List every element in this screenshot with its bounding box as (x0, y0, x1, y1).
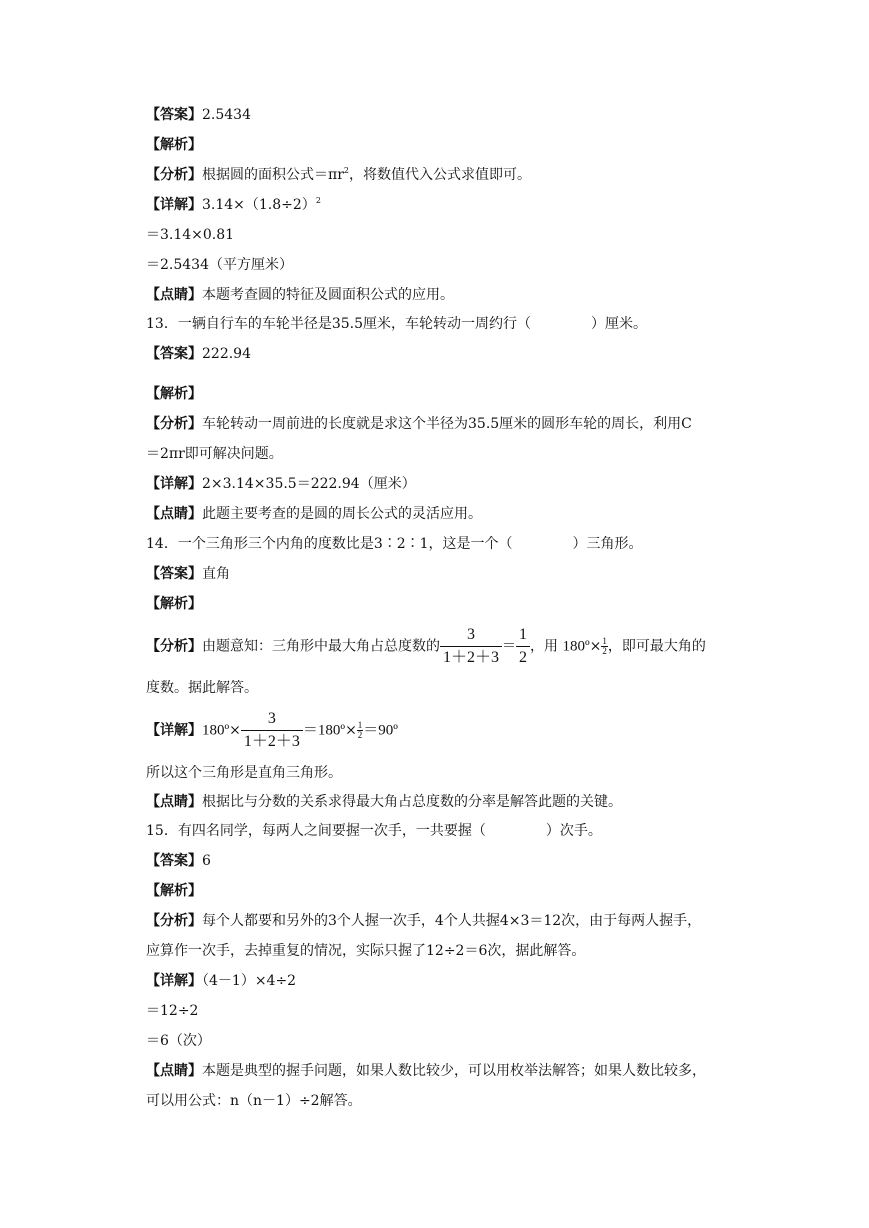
denominator: 2 (357, 730, 363, 740)
analysis-heading: 【解析】 (146, 137, 202, 153)
dianjing-text: 根据比与分数的关系求得最大角占总度数的分率是解答此题的关键。 (202, 794, 622, 810)
superscript: 2 (315, 196, 321, 205)
question-text: 14．一个三角形三个内角的度数比是3∶2∶1，这是一个（ (146, 536, 513, 552)
question-15 (146, 822, 602, 840)
xiangjie-line (146, 972, 296, 990)
numerator: 1 (602, 636, 607, 646)
xiangjie-tag: 【详解】 (146, 476, 202, 492)
numerator: 1 (516, 624, 530, 647)
times-sign: × (589, 638, 602, 655)
answer-value: 直角 (202, 566, 230, 582)
analysis-heading: 【解析】 (146, 883, 202, 899)
denominator: 2 (602, 646, 607, 656)
fenxi-text: 根据圆的面积公式＝πr (202, 167, 344, 183)
fenxi-tag: 【分析】 (146, 913, 202, 929)
dianjing-tag: 【点睛】 (146, 287, 202, 303)
fenxi-text: 车轮转动一周前进的长度就是求这个半径为35.5厘米的圆形车轮的周长，利用C (202, 416, 692, 432)
answer-line (146, 345, 251, 363)
question-text: 15．有四名同学，每两人之间要握一次手，一共要握（ (146, 823, 486, 839)
dianjing-tag: 【点睛】 (146, 1063, 202, 1079)
dianjing-text: 此题主要考查的是圆的周长公式的灵活应用。 (202, 506, 482, 522)
xiangjie-text: 2×3.14×35.5＝222.94（厘米） (202, 476, 416, 492)
question-text: 13．一辆自行车的车轮半径是35.5厘米，车轮转动一周约行（ (146, 316, 531, 332)
numerator: 3 (440, 624, 502, 647)
question-text: ）次手。 (545, 823, 602, 839)
conclusion-line: 所以这个三角形是直角三角形。 (146, 765, 342, 781)
dianjing-tag: 【点睛】 (146, 506, 202, 522)
fenxi-tag: 【分析】 (146, 416, 202, 432)
fenxi-tag: 【分析】 (146, 638, 202, 655)
analysis-heading: 【解析】 (146, 596, 202, 612)
fraction (440, 624, 502, 669)
fenxi-line (146, 624, 706, 669)
analysis-heading: 【解析】 (146, 386, 202, 402)
answer-value: 2.5434 (202, 107, 251, 123)
answer-line (146, 565, 230, 583)
xiangjie-line (146, 475, 416, 493)
answer-line (146, 852, 211, 870)
question-text: ）三角形。 (572, 536, 643, 552)
numerator: 1 (357, 720, 363, 730)
degree-value: 180º (562, 638, 590, 655)
xiangjie-text: （4－1）×4÷2 (202, 973, 297, 989)
fraction (516, 624, 530, 669)
fenxi-line-cont: 应算作一次手，去掉重复的情况，实际只握了12÷2＝6次，据此解答。 (146, 943, 586, 959)
dianjing-line (146, 286, 454, 304)
fenxi-text: 由题意知：三角形中最大角占总度数的 (202, 638, 440, 655)
dianjing-text: 本题考查圆的特征及圆面积公式的应用。 (202, 287, 454, 303)
dianjing-line (146, 793, 622, 811)
question-14 (146, 535, 643, 553)
dianjing-text: 本题是典型的握手问题，如果人数比较少，可以用枚举法解答；如果人数比较多， (202, 1063, 706, 1079)
answer-value: 6 (202, 853, 211, 869)
degree-value: ＝90º (363, 722, 398, 739)
fraction (241, 708, 303, 753)
fenxi-line (146, 415, 692, 433)
question-13 (146, 315, 647, 333)
fenxi-line (146, 912, 701, 930)
dianjing-line-cont: 可以用公式：n（n－1）÷2解答。 (146, 1093, 362, 1109)
xiangjie-text: 3.14×（1.8÷2） (202, 197, 316, 213)
step-line: ＝6（次） (146, 1033, 211, 1049)
dianjing-tag: 【点睛】 (146, 794, 202, 810)
fenxi-line-cont: 度数。据此解答。 (146, 680, 258, 696)
step-line: ＝3.14×0.81 (146, 227, 235, 243)
degree-value: ＝180º (302, 722, 346, 739)
xiangjie-tag: 【详解】 (146, 197, 202, 213)
times-sign: × (345, 722, 357, 739)
dianjing-line (146, 1062, 706, 1080)
fenxi-text: 每个人都要和另外的3个人握一次手，4个人共握4×3＝12次，由于每两人握手， (202, 913, 702, 929)
answer-tag: 【答案】 (146, 107, 202, 123)
fenxi-text: ，将数值代入公式求值即可。 (349, 167, 531, 183)
numerator: 3 (241, 708, 303, 731)
denominator: 2 (519, 649, 528, 666)
step-line: ＝2.5434（平方厘米） (146, 257, 293, 273)
equals: ＝ (502, 638, 517, 655)
fenxi-tag: 【分析】 (146, 167, 202, 183)
answer-line (146, 106, 251, 124)
superscript: 2 (343, 166, 349, 175)
step-line: ＝12÷2 (146, 1003, 199, 1019)
xiangjie-line (146, 708, 398, 753)
fenxi-text: ，即可最大角的 (607, 638, 706, 655)
xiangjie-tag: 【详解】 (146, 973, 202, 989)
xiangjie-tag: 【详解】 (146, 722, 202, 739)
denominator: 1＋2＋3 (443, 649, 500, 666)
question-text: ）厘米。 (591, 316, 647, 332)
degree-value: 180º (202, 722, 230, 739)
dianjing-line (146, 505, 482, 523)
fenxi-line (146, 166, 531, 184)
answer-tag: 【答案】 (146, 346, 202, 362)
fenxi-line-cont: ＝2πr即可解决问题。 (146, 446, 283, 462)
answer-tag: 【答案】 (146, 853, 202, 869)
fenxi-text: ，用 (530, 638, 563, 655)
answer-value: 222.94 (202, 346, 251, 362)
denominator: 1＋2＋3 (243, 733, 300, 750)
xiangjie-line (146, 196, 321, 214)
times-sign: × (229, 722, 241, 739)
answer-tag: 【答案】 (146, 566, 202, 582)
